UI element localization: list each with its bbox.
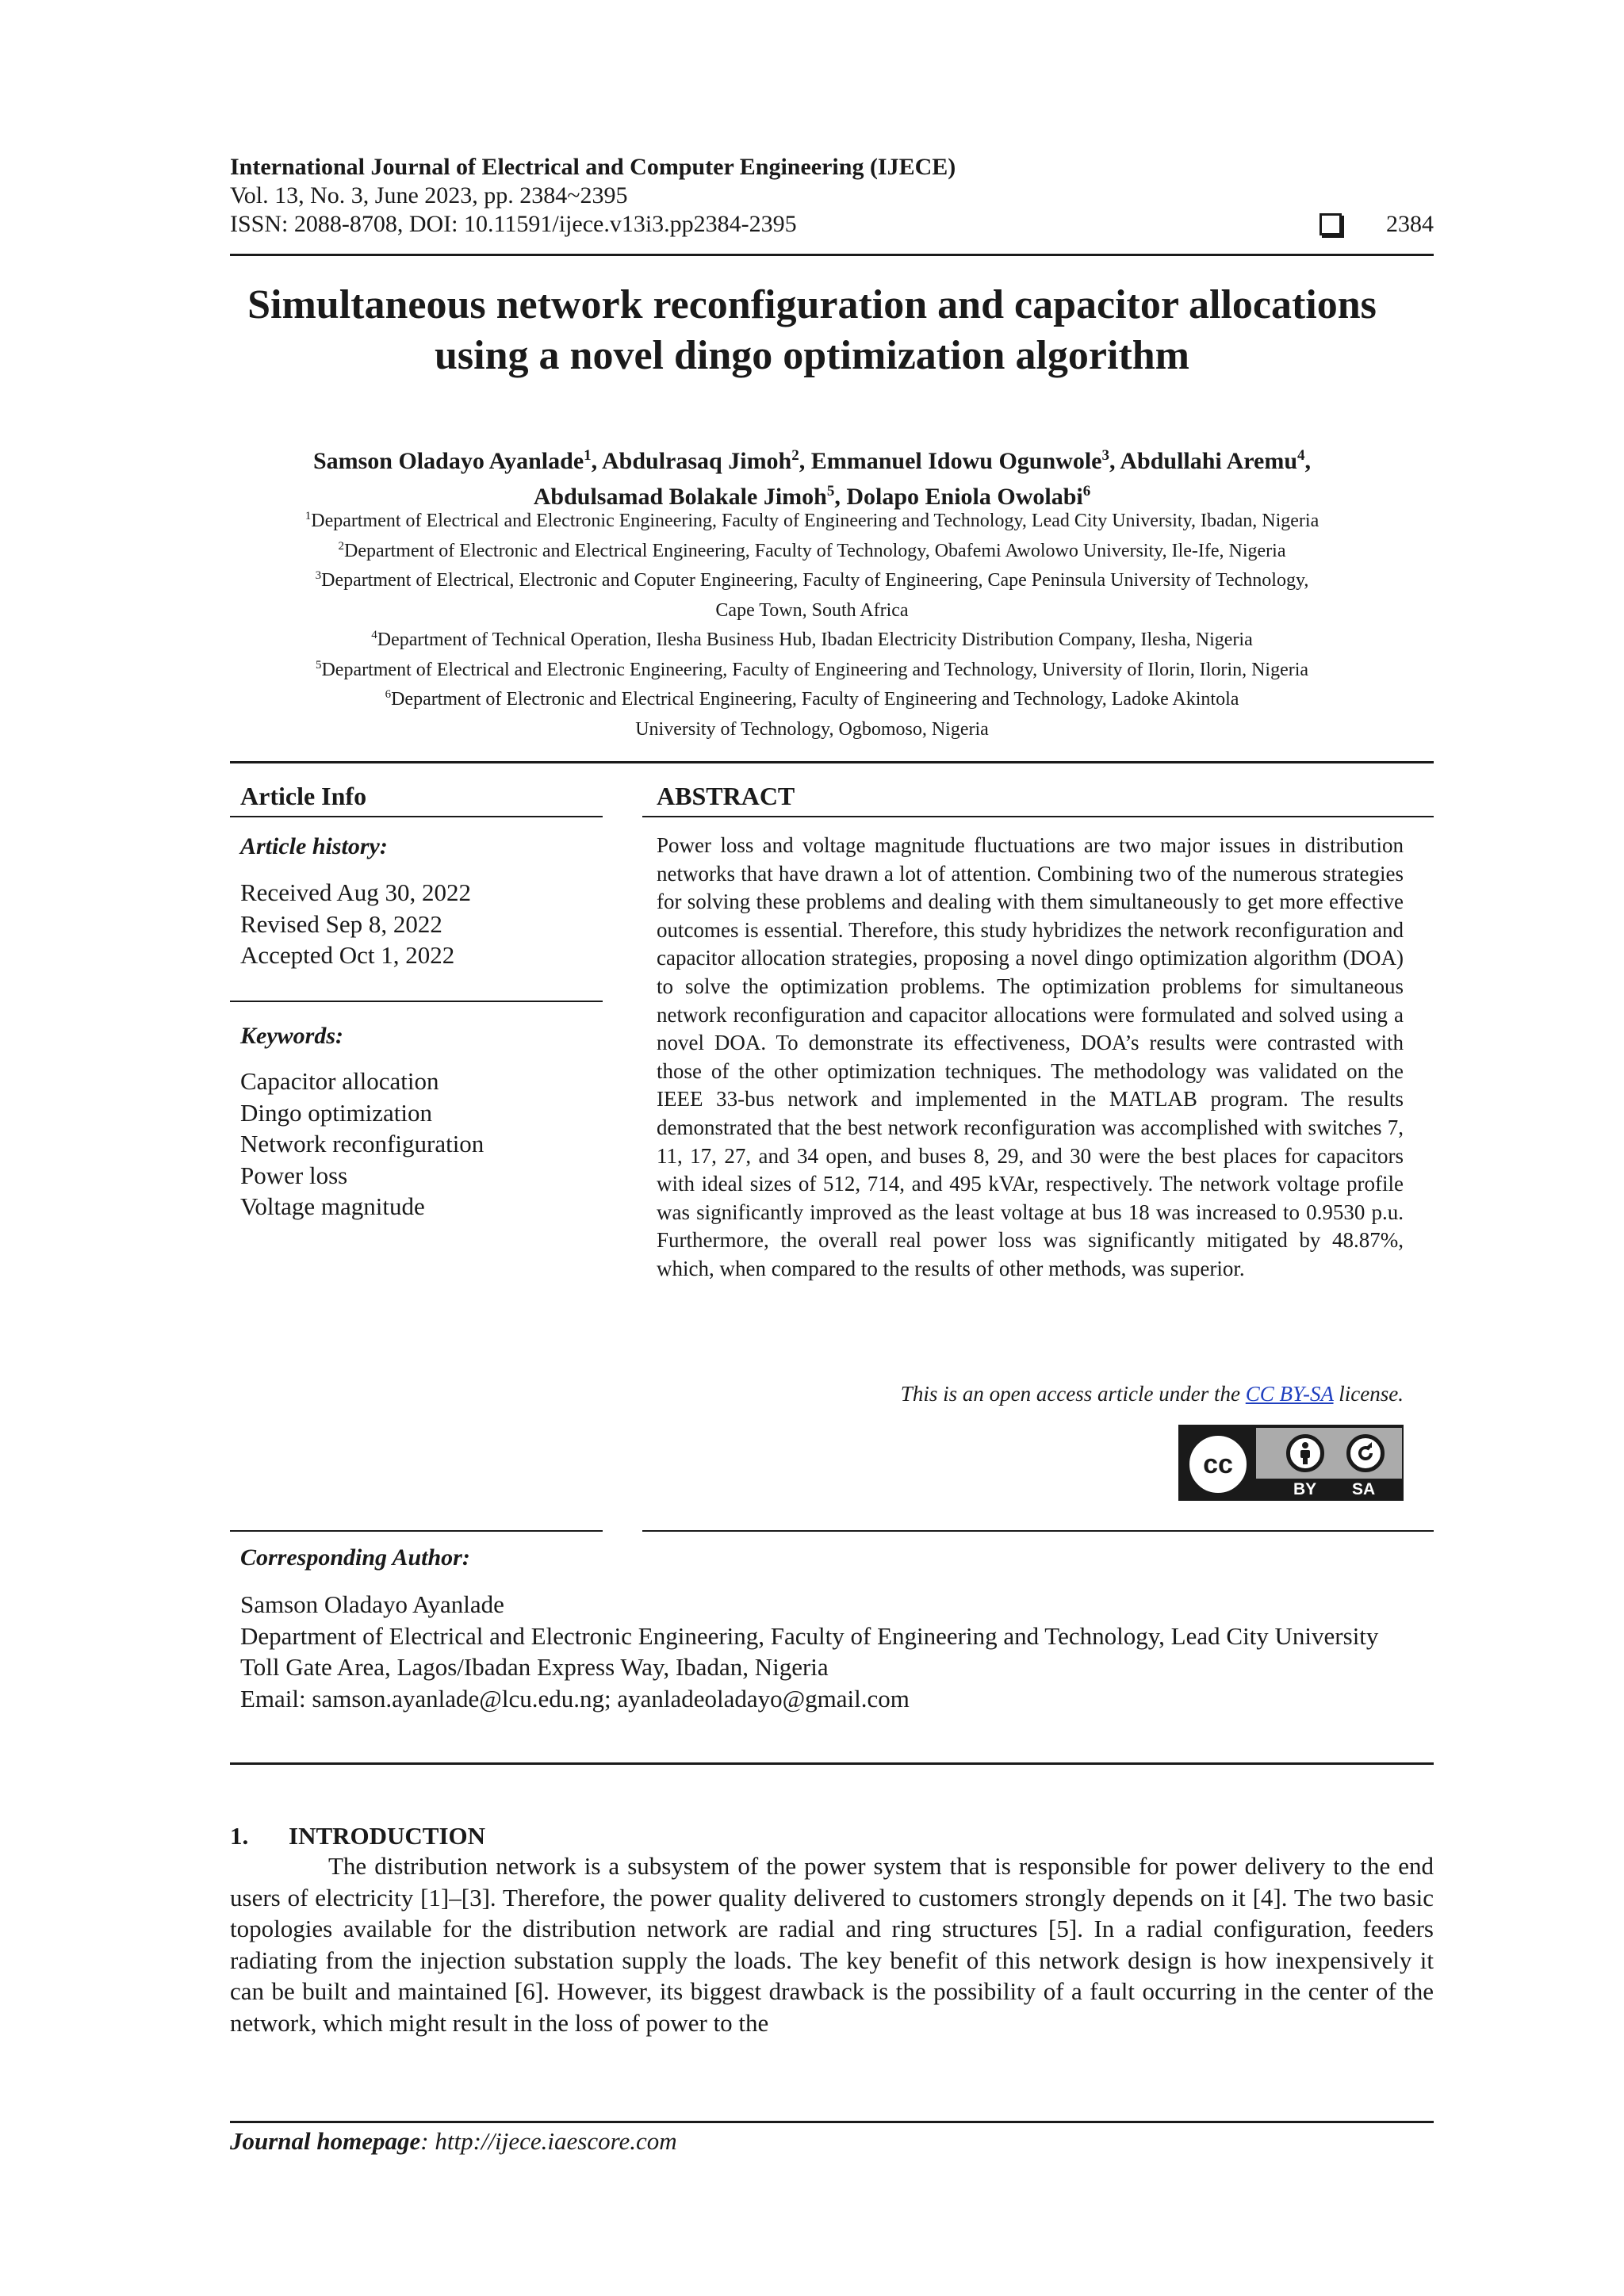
affiliation-text: Department of Technical Operation, Ilesha Business Hub, Ibadan Electricity Distribution Company, Ilesha, Nigeria: [377, 629, 1253, 650]
keyword: Voltage magnitude: [240, 1192, 425, 1220]
author-sup: 5: [826, 483, 835, 499]
affiliation-sup: 1: [304, 510, 312, 522]
corresponding-address: Toll Gate Area, Lagos/Ibadan Express Way, Ibadan, Nigeria: [240, 1653, 829, 1681]
author-sup: 3: [1101, 447, 1109, 464]
affiliation-text: Department of Electrical and Electronic Engineering, Faculty of Engineering and Technology, Lead City University, Ibadan, Nigeria: [311, 511, 1320, 531]
keyword: Capacitor allocation: [240, 1067, 439, 1095]
author-line-1: [174, 441, 1450, 476]
author-name: Abdulrasaq Jimoh: [602, 448, 792, 474]
corresponding-bottom-rule: [230, 1762, 1434, 1765]
affiliation-sup: 6: [385, 688, 392, 701]
introduction-text: The distribution network is a subsystem of the power system that is responsible for power delivery to the end users of electricity [1]–[3]. Therefore, the power quality delivered to customers strongly depends on it [4]. The two basic topologies available for the distribution network are radial and ring structures [5]. In a radial configuration, feeders radiating from the injection substation supply the loads. The key benefit of this network design is how inexpensively it can be built and maintained [6]. However, its biggest drawback is the possibility of a fault occurring in the center of the network, which might result in the loss of power to the: [230, 1852, 1434, 2037]
author-sep: ,: [591, 448, 602, 474]
journal-title: International Journal of Electrical and Computer Engineering (IJECE): [230, 154, 956, 180]
affiliation-text: Department of Electronic and Electrical Engineering, Faculty of Technology, Obafemi Awolowo University, Ile-Ife, Nigeria: [344, 540, 1286, 561]
person-glyph: [1296, 1441, 1315, 1465]
homepage-url[interactable]: : http://ijece.iaescore.com: [420, 2127, 677, 2155]
author-sep: ,: [1304, 448, 1312, 474]
open-access-note: [657, 1382, 1404, 1406]
introduction-paragraph: [230, 1850, 1434, 2038]
affiliation: [174, 504, 1450, 534]
affiliation: [174, 683, 1450, 713]
info-bottom-rule-right: [642, 1530, 1434, 1532]
abstract-heading: ABSTRACT: [657, 782, 795, 810]
author-sep: ,: [1109, 448, 1120, 474]
author-sep: ,: [834, 484, 847, 510]
introduction-heading: [230, 1822, 485, 1850]
homepage-label: Journal homepage: [230, 2127, 421, 2155]
affiliation-text: Department of Electrical and Electronic Engineering, Faculty of Engineering and Technology, University of Ilorin, Ilorin, Nigeria: [321, 659, 1309, 680]
author-sup: 2: [791, 447, 799, 464]
author-sup: 6: [1082, 483, 1091, 499]
section-title: INTRODUCTION: [289, 1822, 486, 1850]
author-name: Abdullahi Aremu: [1120, 448, 1298, 474]
affiliation: [174, 594, 1450, 624]
cc-by-sa-link[interactable]: CC BY-SA: [1245, 1382, 1334, 1406]
affiliation: [174, 623, 1450, 653]
license-prefix: This is an open access article under the: [900, 1382, 1246, 1406]
accepted-date: Accepted Oct 1, 2022: [240, 941, 455, 969]
affiliation-sup: 4: [371, 629, 377, 641]
license-suffix: license.: [1333, 1382, 1404, 1406]
share-alike-glyph: [1354, 1441, 1377, 1465]
checkbox-square-icon: [1320, 213, 1342, 235]
person-icon: [1286, 1434, 1324, 1472]
issn-row: [230, 210, 1434, 239]
affiliation-text: Department of Electronic and Electrical Engineering, Faculty of Engineering and Technology, Ladoke Akintola: [391, 689, 1239, 710]
affiliation: [174, 534, 1450, 564]
author-name: Samson Oladayo Ayanlade: [312, 448, 584, 474]
header-rule: [230, 254, 1434, 256]
received-date: Received Aug 30, 2022: [240, 878, 472, 906]
corresponding-email: Email: samson.ayanlade@lcu.edu.ng; ayanladeoladayo@gmail.com: [240, 1684, 910, 1712]
affiliation-sup: 5: [315, 658, 322, 672]
badge-by-label: BY: [1293, 1480, 1317, 1498]
keyword-list: [240, 1066, 484, 1223]
cc-logo-icon: cc: [1185, 1431, 1251, 1498]
corresponding-block: [240, 1589, 1422, 1714]
author-sup: 4: [1297, 447, 1305, 464]
keyword: Power loss: [240, 1161, 348, 1189]
article-history: [240, 877, 471, 971]
affiliation-list: [174, 504, 1450, 742]
article-info-heading: Article Info: [240, 782, 367, 810]
affiliation-text: University of Technology, Ogbomoso, Nigeria: [635, 718, 989, 740]
corresponding-dept: Department of Electrical and Electronic Engineering, Faculty of Engineering and Technology, Lead City University: [240, 1621, 1379, 1650]
affiliation-sup: 2: [338, 539, 344, 553]
cc-by-sa-badge[interactable]: [1178, 1425, 1404, 1501]
author-name: Abdulsamad Bolakale Jimoh: [533, 484, 827, 510]
revised-date: Revised Sep 8, 2022: [240, 909, 442, 938]
history-rule: [230, 1001, 603, 1002]
author-name: Emmanuel Idowu Ogunwole: [810, 448, 1102, 474]
abstract-heading-rule: [642, 816, 1434, 817]
keywords-heading: Keywords:: [240, 1023, 343, 1049]
info-heading-rule: [230, 816, 603, 817]
badge-sa-label: SA: [1352, 1480, 1376, 1498]
info-bottom-rule-left: [230, 1530, 603, 1532]
corresponding-heading: Corresponding Author:: [240, 1544, 470, 1571]
abstract-text: Power loss and voltage magnitude fluctuations are two major issues in distribution networks that have drawn a lot of attention. Combining two of the numerous strategies for solving these problems and dealing with them simultaneously to get more effective outcomes is essential. Therefore, this study hybridizes the network reconfiguration and capacitor allocation strategies, proposing a novel dingo optimization algorithm (DOA) to solve the optimization problems. The optimization problems for simultaneous network reconfiguration and capacitor allocations were formulated and solved using a novel DOA. To demonstrate its effectiveness, DOA’s results were contrasted with those of the other optimization techniques. The methodology was validated on the IEEE 33-bus network and implemented in the MATLAB program. The results demonstrated that the best network reconfiguration was accomplished with switches 7, 11, 17, 27, and 34 open, and buses 8, 29, and 30 were the best places for capacitors with ideal sizes of 512, 714, and 495 kVAr, respectively. The network voltage profile was significantly improved as the least voltage at bus 18 was increased to 0.9530 p.u. Furthermore, the overall real power loss was significantly mitigated by 48.87%, which, when compared to the results of other methods, was superior.: [657, 833, 1404, 1280]
author-name: Dolapo Eniola Owolabi: [846, 484, 1083, 510]
page-number: 2384: [1386, 211, 1434, 237]
affiliation-text: Department of Electrical, Electronic and Coputer Engineering, Faculty of Engineering, Cape Peninsula University of Technology,: [321, 570, 1309, 591]
history-heading: Article history:: [240, 833, 388, 859]
title-line-2: using a novel dingo optimization algorithm: [435, 333, 1189, 378]
affiliation-text: Cape Town, South Africa: [715, 599, 909, 621]
page-number-group: [1320, 211, 1434, 238]
author-sup: 1: [584, 447, 592, 464]
keyword: Network reconfiguration: [240, 1130, 485, 1158]
affiliation: [174, 653, 1450, 683]
running-header: [230, 153, 1434, 239]
volume-info: Vol. 13, No. 3, June 2023, pp. 2384~2395: [230, 182, 628, 209]
info-top-rule: [230, 761, 1434, 763]
share-alike-icon: [1346, 1434, 1385, 1472]
affiliation: [174, 713, 1450, 743]
footer-rule: [230, 2121, 1434, 2123]
issn-doi: ISSN: 2088-8708, DOI: 10.11591/ijece.v13i3.pp2384-2395: [230, 211, 797, 237]
keyword: Dingo optimization: [240, 1098, 432, 1127]
title-line-1: Simultaneous network reconfiguration and capacitor allocations: [247, 282, 1377, 327]
author-list: [174, 441, 1450, 512]
paper-title: [174, 280, 1450, 381]
affiliation: [174, 564, 1450, 594]
affiliation-sup: 3: [315, 569, 322, 582]
corresponding-name: Samson Oladayo Ayanlade: [240, 1590, 504, 1618]
journal-homepage: [230, 2127, 677, 2156]
author-sep: ,: [799, 448, 811, 474]
section-number: 1.: [230, 1822, 249, 1850]
